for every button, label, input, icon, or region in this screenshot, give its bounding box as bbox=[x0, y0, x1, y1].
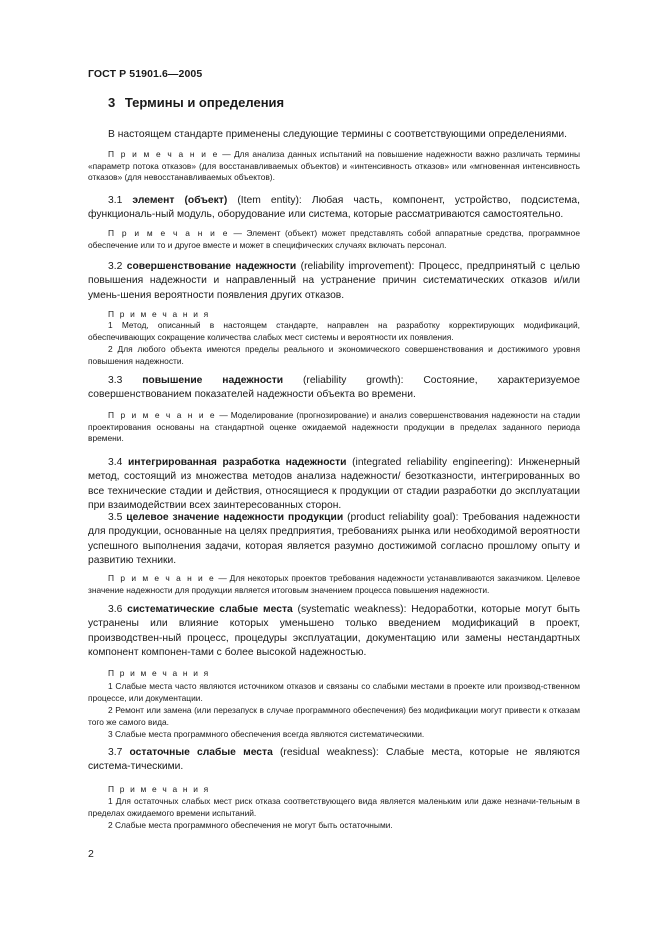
term-3-7-notes-title: П р и м е ч а н и я bbox=[108, 784, 210, 794]
term-3-4-name: интегрированная разработка надежности bbox=[127, 457, 347, 468]
term-3-6-note-3: 3 Слабые места программного обеспечения всегда являются систематическими. bbox=[108, 729, 425, 739]
term-3-7: 3.7 остаточные слабые места (residual weakness): Слабые места, которые не являются система-тическими. bbox=[88, 747, 581, 773]
section-number: 3 bbox=[108, 95, 116, 110]
intro-paragraph: В настоящем стандарте применены следующие термины с соответствующими определениями. bbox=[108, 129, 568, 140]
intro-note: П р и м е ч а н и е — Для анализа данных испытаний на повышение надежности важно различать термины «параметр потока отказов» (для восстанавливаемых объектов) и «интенсивность отказов» или «мгновенная интенсивность отказов» (для невосстанавливаемых объектов). bbox=[88, 149, 581, 182]
term-3-5-name: целевое значение надежности продукции bbox=[126, 512, 344, 523]
term-3-1: 3.1 элемент (объект) (Item entity): Любая часть, компонент, устройство, подсистема, функциональ-ный модуль, оборудование или система, которые рассматриваются самостоятельно. bbox=[88, 195, 580, 221]
term-3-7-note-1: 1 Для остаточных слабых мест риск отказа соответствующего вида является маленьким или даже незначи-тельным в пределах ожидаемого времени испытаний. bbox=[88, 796, 580, 818]
term-3-6-note-2: 2 Ремонт или замена (или перезапуск в случае программного обеспечения) без модификации могут привести к отказам того же самого вида. bbox=[88, 705, 580, 727]
term-3-6-name: систематические слабые места bbox=[127, 604, 293, 615]
term-3-3-note: П р и м е ч а н и е — Моделирование (прогнозирование) и анализ совершенствования надежности на стадии проектирования основаны на стандартной оценке ожидаемой надежности продукции в пределах заданного периода времени. bbox=[88, 410, 581, 443]
term-3-7-name: остаточные слабые места bbox=[129, 747, 273, 758]
term-3-1-note: П р и м е ч а н и е — Элемент (объект) может представлять собой аппаратные средства, программное обеспечение или то и другое вместе и может в специфических случаях включать персонал. bbox=[88, 228, 580, 250]
term-3-4: 3.4 интегрированная разработка надежности (integrated reliability engineering): Инженерный метод, состоящий из множества методов анализа надежности/ безотказности, интегрированных во все технические стадии и действия, относящиеся к продукции от стадии разработки до эксплуатации при взаимодействии всех заинтересованных сторон. bbox=[88, 457, 580, 512]
term-3-2-note-2: 2 Для любого объекта имеются пределы реального и экономического совершенствования и достижимого уровня повышения надежности. bbox=[88, 344, 580, 366]
page-number: 2 bbox=[88, 848, 94, 860]
term-3-7-note-2: 2 Слабые места программного обеспечения не могут быть остаточными. bbox=[108, 820, 393, 830]
term-3-5-note: П р и м е ч а н и е — Для некоторых проектов требования надежности устанавливаются заказчиком. Целевое значение надежности для продукции является итоговым значением процесса повышения надежности. bbox=[88, 573, 580, 595]
term-3-2: 3.2 совершенствование надежности (reliability improvement): Процесс, предпринятый с целью повышения надежности и направленный на устранение причин систематических отказов и/или умень-шения вероятности появления других отказов. bbox=[88, 261, 580, 301]
term-3-6-note-1: 1 Слабые места часто являются источником отказов и связаны со слабыми местами в проекте или производ-ственном процессе, или документации. bbox=[88, 681, 580, 703]
term-3-6-notes-title: П р и м е ч а н и я bbox=[108, 668, 210, 678]
section-heading bbox=[108, 95, 284, 110]
term-3-6: 3.6 систематические слабые места (systematic weakness): Недоработки, которые могут быть устранены или влияние которых уменьшено только введением модификаций в проект, производствен-ный процесс, процедуры эксплуатации, документацию или замены нестандартных компонент компонен-тами с более высокой надежностью. bbox=[88, 604, 580, 659]
term-3-1-name: элемент (объект) bbox=[132, 195, 228, 206]
term-3-2-note-1: 1 Метод, описанный в настоящем стандарте, направлен на разработку корректирующих модификаций, обеспечивающих сокращение количества слабых мест системы и вероятности их появления. bbox=[88, 320, 580, 342]
document-code: ГОСТ Р 51901.6—2005 bbox=[88, 68, 203, 80]
section-title: Термины и определения bbox=[124, 95, 285, 110]
term-3-3: 3.3 повышение надежности (reliability growth): Состояние, характеризуемое совершенствованием показателей надежности объекта во времени. bbox=[88, 375, 580, 401]
term-3-5: 3.5 целевое значение надежности продукции (product reliability goal): Требования надежности для продукции, основанные на целях предприятия, требованиях рынка или необходимой вероятности успешного выполнения задачи, которая является разумно достижимой согласно прошлому опыту и развитию техники. bbox=[88, 512, 580, 567]
term-3-2-notes-title: П р и м е ч а н и я bbox=[108, 309, 210, 319]
term-3-2-name: совершенствование надежности bbox=[126, 261, 297, 272]
term-3-3-name: повышение надежности bbox=[142, 375, 284, 386]
